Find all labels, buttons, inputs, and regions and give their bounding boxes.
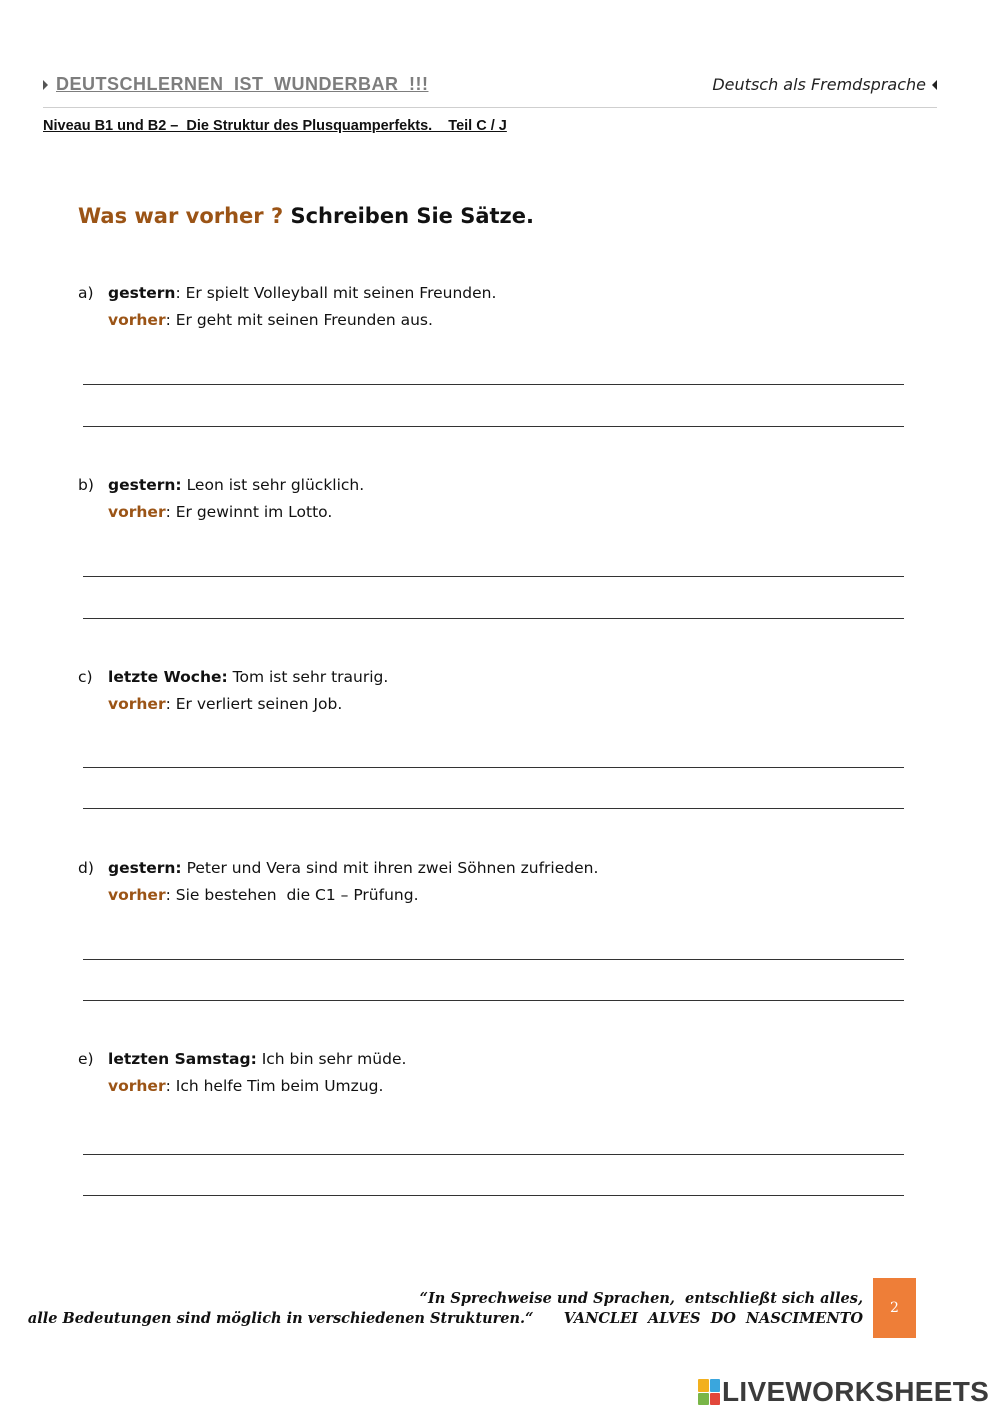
quote-line-2: alle Bedeutungen sind möglich in verschiedenen Strukturen.“ VANCLEI ALVES DO NASCIMENTO bbox=[27, 1310, 863, 1327]
prompt-text: Peter und Vera sind mit ihren zwei Söhnen zufrieden. bbox=[181, 859, 599, 877]
exercise-heading bbox=[78, 204, 534, 228]
liveworksheets-logo-icon bbox=[698, 1379, 720, 1405]
liveworksheets-watermark bbox=[698, 1376, 989, 1408]
triangle-right-icon bbox=[43, 80, 48, 90]
exercise-prompt bbox=[78, 668, 388, 686]
exercise-vorher bbox=[108, 503, 332, 521]
exercise-vorher bbox=[108, 311, 433, 329]
time-label: letzte Woche: bbox=[108, 668, 228, 686]
vorher-label: vorher bbox=[108, 1077, 166, 1095]
prompt-text: Er spielt Volleyball mit seinen Freunden. bbox=[180, 284, 497, 302]
triangle-left-icon bbox=[932, 80, 937, 90]
heading-instruction: Schreiben Sie Sätze. bbox=[290, 204, 534, 228]
vorher-text: : Er gewinnt im Lotto. bbox=[165, 503, 333, 521]
exercise-vorher bbox=[108, 695, 342, 713]
exercise-letter: b) bbox=[78, 476, 94, 494]
answer-line-2[interactable] bbox=[83, 808, 904, 809]
answer-line-1[interactable] bbox=[83, 767, 904, 768]
exercise-prompt bbox=[78, 859, 598, 877]
answer-line-2[interactable] bbox=[83, 426, 904, 427]
answer-line-1[interactable] bbox=[83, 384, 904, 385]
exercise-letter: c) bbox=[78, 668, 93, 686]
answer-line-2[interactable] bbox=[83, 1195, 904, 1196]
time-label: gestern: bbox=[108, 476, 182, 494]
vorher-label: vorher bbox=[108, 503, 166, 521]
vorher-label: vorher bbox=[108, 886, 166, 904]
exercise-vorher bbox=[108, 886, 419, 904]
vorher-label: vorher bbox=[108, 311, 166, 329]
header-subtitle-group bbox=[712, 75, 937, 94]
header-subtitle: Deutsch als Fremdsprache bbox=[712, 75, 926, 94]
exercise-letter: e) bbox=[78, 1050, 94, 1068]
exercise-vorher bbox=[108, 1077, 383, 1095]
page-number-badge: 2 bbox=[873, 1278, 916, 1338]
exercise-letter: a) bbox=[78, 284, 94, 302]
answer-line-2[interactable] bbox=[83, 1000, 904, 1001]
answer-line-2[interactable] bbox=[83, 618, 904, 619]
vorher-label: vorher bbox=[108, 695, 166, 713]
answer-line-1[interactable] bbox=[83, 1154, 904, 1155]
prompt-text: Ich bin sehr müde. bbox=[256, 1050, 407, 1068]
level-line: Niveau B1 und B2 – Die Struktur des Plusquamperfekts. Teil C / J bbox=[43, 118, 507, 134]
footer-quote bbox=[28, 1289, 863, 1329]
time-label: gestern: bbox=[108, 859, 182, 877]
exercise-letter: d) bbox=[78, 859, 94, 877]
prompt-text: Leon ist sehr glücklich. bbox=[181, 476, 365, 494]
quote-line-1: “In Sprechweise und Sprachen, entschließt sich alles, bbox=[419, 1290, 863, 1307]
header-brand: DEUTSCHLERNEN IST WUNDERBAR !!! bbox=[56, 74, 429, 94]
answer-line-1[interactable] bbox=[83, 959, 904, 960]
exercise-prompt bbox=[78, 476, 364, 494]
exercise-prompt bbox=[78, 1050, 406, 1068]
exercise-prompt bbox=[78, 284, 496, 302]
heading-question: Was war vorher ? bbox=[78, 204, 284, 228]
header-brand-group bbox=[43, 74, 428, 95]
vorher-text: : Ich helfe Tim beim Umzug. bbox=[165, 1077, 384, 1095]
time-label: letzten Samstag: bbox=[108, 1050, 257, 1068]
answer-line-1[interactable] bbox=[83, 576, 904, 577]
vorher-text: : Sie bestehen die C1 – Prüfung. bbox=[165, 886, 419, 904]
time-label: gestern bbox=[108, 284, 176, 302]
time-separator: : bbox=[175, 284, 181, 302]
vorher-text: : Er verliert seinen Job. bbox=[165, 695, 343, 713]
page-header bbox=[43, 72, 937, 108]
prompt-text: Tom ist sehr traurig. bbox=[227, 668, 389, 686]
liveworksheets-text: LIVEWORKSHEETS bbox=[722, 1376, 990, 1407]
vorher-text: : Er geht mit seinen Freunden aus. bbox=[165, 311, 433, 329]
